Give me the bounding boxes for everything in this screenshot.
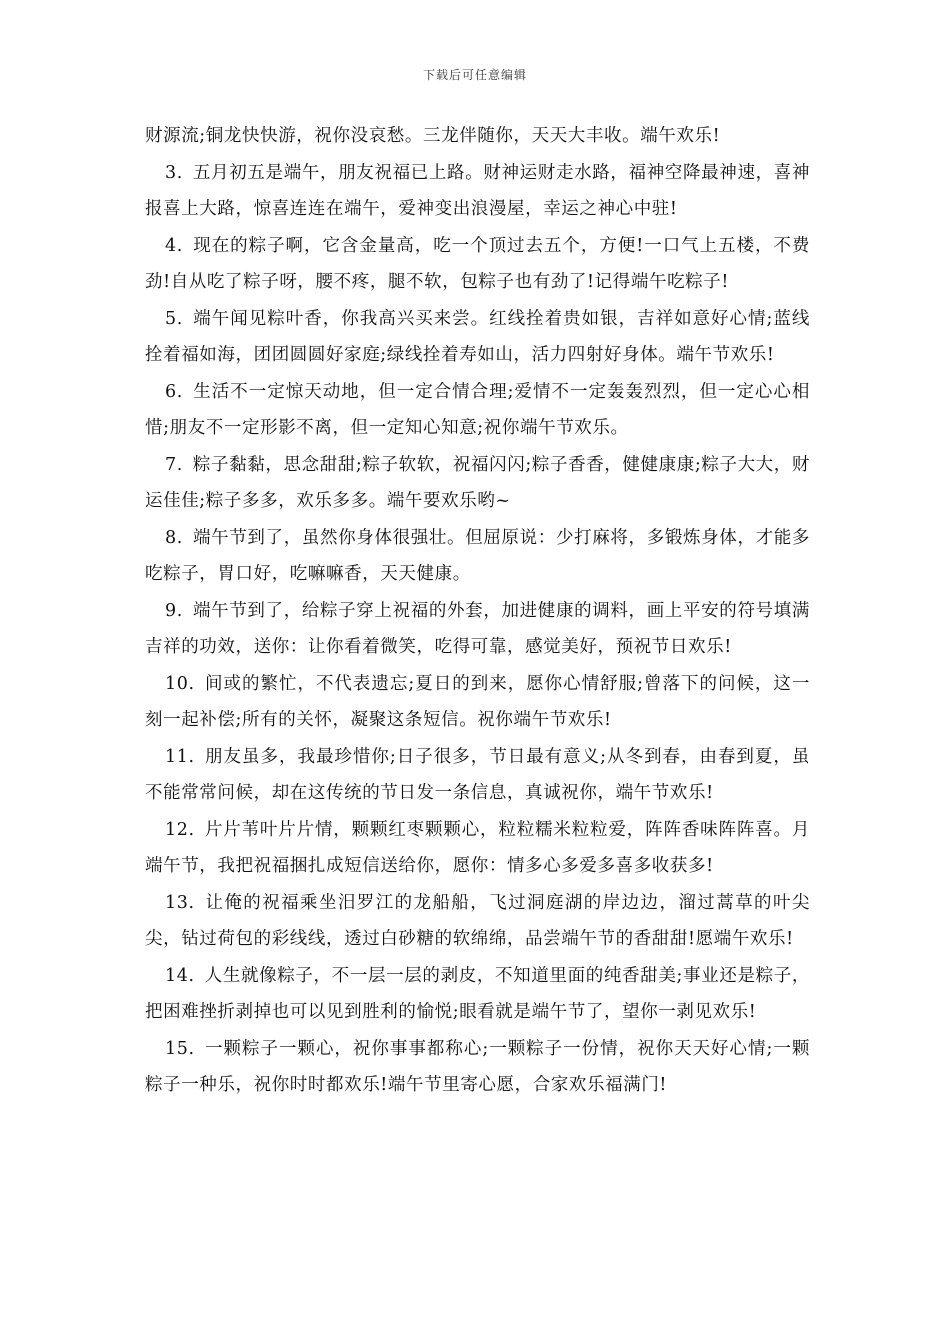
item-number: 9. xyxy=(165,600,183,621)
item-number: 5. xyxy=(165,308,183,329)
list-item xyxy=(145,1104,810,1141)
item-text: 端午节到了，给粽子穿上祝福的外套，加进健康的调料，画上平安的符号填满吉祥的功效，送你：让你看着微笑，吃得可靠，感觉美好，预祝节日欢乐! xyxy=(145,600,810,657)
list-item xyxy=(145,301,810,374)
item-text: 粽子黏黏，思念甜甜;粽子软软，祝福闪闪;粽子香香，健健康康;粽子大大，财运佳佳;粽子多多，欢乐多多。端午要欢乐哟~ xyxy=(145,454,810,511)
item-number: 12. xyxy=(165,819,195,840)
item-text: 现在的粽子啊，它含金量高，吃一个顶过去五个，方便!一口气上五楼，不费劲!自从吃了粽子呀，腰不疼，腿不软，包粽子也有劲了!记得端午吃粽子! xyxy=(145,235,810,292)
list-item xyxy=(145,520,810,593)
list-item xyxy=(145,1031,810,1104)
item-number: 11. xyxy=(165,746,195,767)
item-text: 一颗粽子一颗心，祝你事事都称心;一颗粽子一份情，祝你天天好心情;一颗粽子一种乐，祝你时时都欢乐!端午节里寄心愿，合家欢乐福满门! xyxy=(145,1038,810,1095)
list-item xyxy=(145,374,810,447)
list-item xyxy=(145,228,810,301)
item-text: 端午闻见粽叶香，你我高兴买来尝。红线拴着贵如银，吉祥如意好心情;蓝线拴着福如海，团团圆圆好家庭;绿线拴着寿如山，活力四射好身体。端午节欢乐! xyxy=(145,308,810,365)
item-number: 8. xyxy=(165,527,183,548)
item-number: 10. xyxy=(165,673,195,694)
item-number: 4. xyxy=(165,235,183,256)
item-number: 3. xyxy=(165,162,183,183)
item-number: 13. xyxy=(165,892,195,913)
item-text: 生活不一定惊天动地，但一定合情合理;爱情不一定轰轰烈烈，但一定心心相惜;朋友不一定形影不离，但一定知心知意;祝你端午节欢乐。 xyxy=(145,381,810,438)
list-item xyxy=(145,666,810,739)
item-text: 朋友虽多，我最珍惜你;日子很多，节日最有意义;从冬到春，由春到夏，虽不能常常问候，却在这传统的节日发一条信息，真诚祝你，端午节欢乐! xyxy=(145,746,810,803)
item-text: 让俺的祝福乘坐汨罗江的龙船船，飞过洞庭湖的岸边边，溜过蒿草的叶尖尖，钻过荷包的彩线线，透过白砂糖的软绵绵，品尝端午节的香甜甜!愿端午欢乐! xyxy=(145,892,810,949)
list-item xyxy=(145,155,810,228)
item-number: 7. xyxy=(165,454,183,475)
document-body xyxy=(145,118,810,1140)
item-text: 端午节到了，虽然你身体很强壮。但屈原说：少打麻将，多锻炼身体，才能多吃粽子，胃口好，吃嘛嘛香，天天健康。 xyxy=(145,527,810,584)
item-text: 片片苇叶片片情，颗颗红枣颗颗心，粒粒糯米粒粒爱，阵阵香味阵阵喜。月端午节，我把祝福捆扎成短信送给你，愿你：情多心多爱多喜多收获多! xyxy=(145,819,810,876)
list-item xyxy=(145,739,810,812)
list-item xyxy=(145,593,810,666)
item-number: 6. xyxy=(165,381,183,402)
item-text: 间或的繁忙，不代表遗忘;夏日的到来，愿你心情舒服;曾落下的问候，这一刻一起补偿;所有的关怀，凝聚这条短信。祝你端午节欢乐! xyxy=(145,673,810,730)
item-number: 14. xyxy=(165,965,195,986)
list-item xyxy=(145,885,810,958)
item-number: 15. xyxy=(165,1038,195,1059)
list-item xyxy=(145,958,810,1031)
item-text: 人生就像粽子，不一层一层的剥皮，不知道里面的纯香甜美;事业还是粽子，把困难挫折剥掉也可以见到胜利的愉悦;眼看就是端午节了，望你一剥见欢乐! xyxy=(145,965,810,1022)
list-item xyxy=(145,812,810,885)
paragraph-continuation xyxy=(145,118,810,155)
page-header: 下载后可任意编辑 xyxy=(422,68,527,82)
list-item xyxy=(145,447,810,520)
paragraph-text: 财源流;铜龙快快游，祝你没哀愁。三龙伴随你，天天大丰收。端午欢乐! xyxy=(145,126,721,146)
item-text: 五月初五是端午，朋友祝福已上路。财神运财走水路，福神空降最神速，喜神报喜上大路，惊喜连连在端午，爱神变出浪漫屋，幸运之神心中驻! xyxy=(145,162,810,219)
